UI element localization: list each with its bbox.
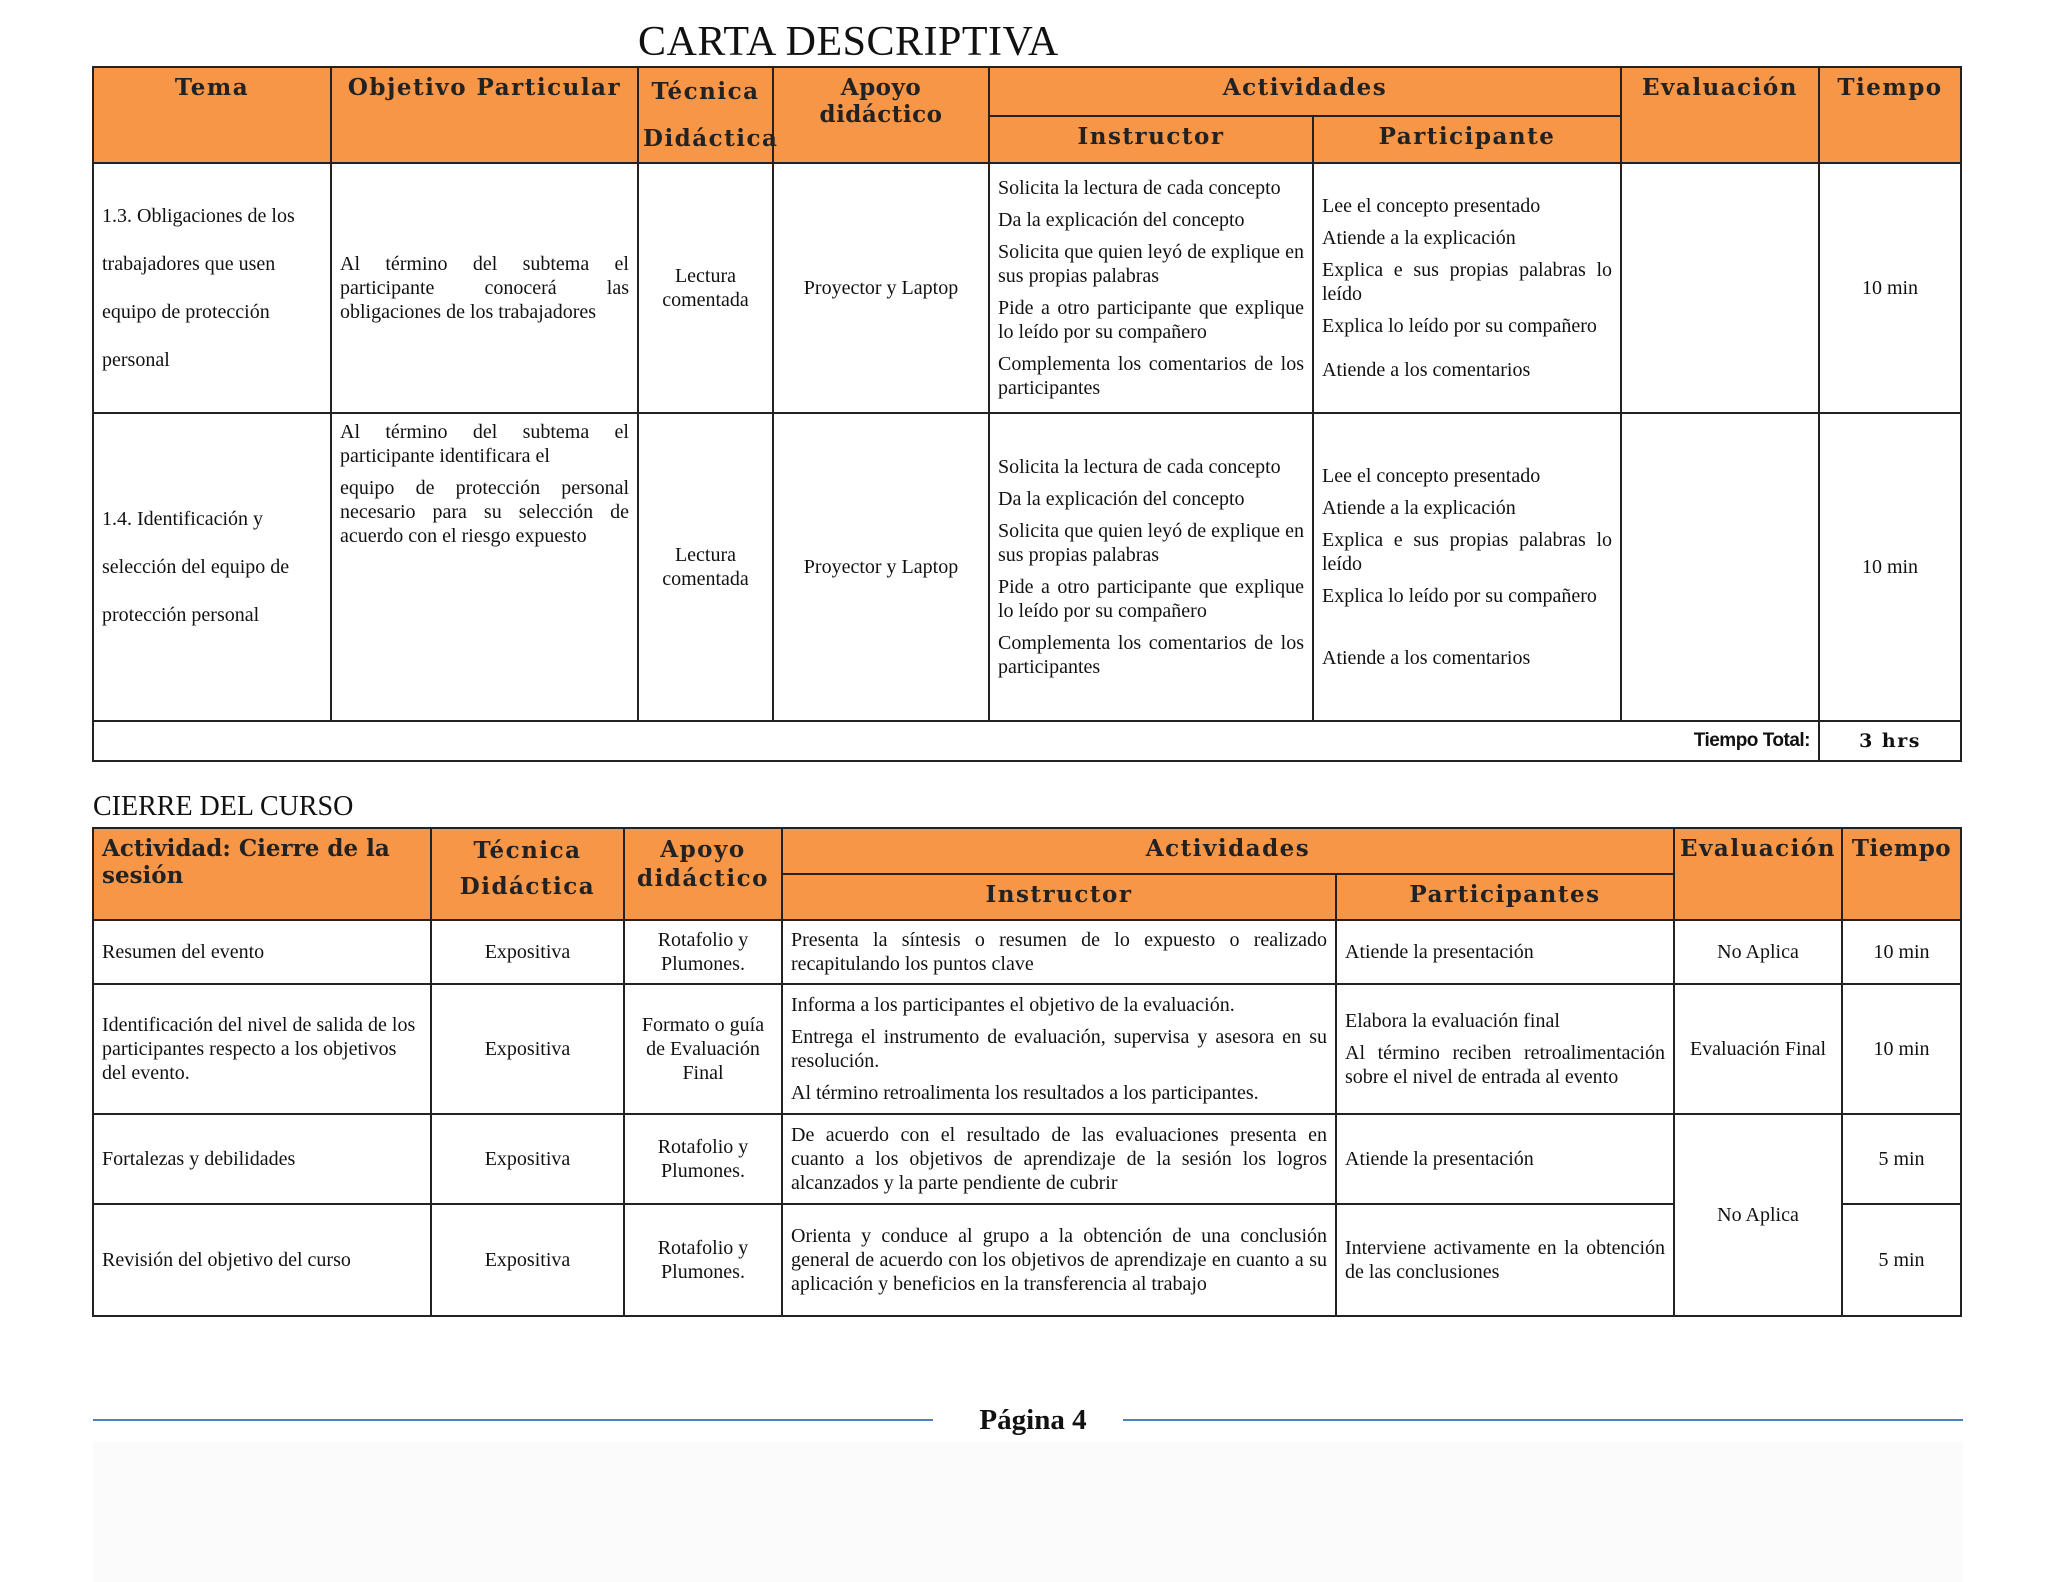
- tema-line: selección del equipo de: [102, 556, 290, 578]
- header-apoyo-didactico: [624, 828, 782, 920]
- total-row: [93, 721, 1961, 761]
- footer-rule-left: [93, 1419, 933, 1421]
- header-actividad: Actividad: Cierre de la sesión: [93, 828, 431, 920]
- instructor-activity: Solicita que quien leyó de explique en sus propias palabras: [998, 520, 1304, 566]
- cell-tema: [93, 413, 331, 721]
- header-instructor: Instructor: [989, 116, 1313, 163]
- cell-evaluacion: Evaluación Final: [1674, 984, 1842, 1114]
- header-tecnica-line2: Didáctica: [643, 125, 779, 152]
- footer-rule-right: [1123, 1419, 1963, 1421]
- table-row: [93, 1114, 1961, 1204]
- participante-activity: Atiende a los comentarios: [1322, 647, 1531, 669]
- cell-tiempo: 10 min: [1842, 984, 1961, 1114]
- header-tecnica-didactica: [431, 828, 624, 920]
- cell-actividad: Resumen del evento: [93, 920, 431, 984]
- header-instructor: Instructor: [782, 874, 1336, 920]
- participante-activity: Elabora la evaluación final: [1345, 1010, 1560, 1032]
- cell-instructor: [782, 984, 1336, 1114]
- total-time-label: Tiempo Total:: [93, 721, 1819, 761]
- cell-apoyo: Rotafolio y Plumones.: [624, 1114, 782, 1204]
- participante-activity: Al término reciben retroalimentación sobre el nivel de entrada al evento: [1345, 1042, 1665, 1088]
- table-row: [93, 984, 1961, 1114]
- table-row: [93, 413, 1961, 721]
- cell-instructor: Presenta la síntesis o resumen de lo expuesto o realizado recapitulando los puntos clave: [782, 920, 1336, 984]
- cell-objetivo: Al término del subtema el participante conocerá las obligaciones de los trabajadores: [331, 163, 638, 413]
- cell-evaluacion: [1621, 163, 1819, 413]
- header-tema: Tema: [93, 67, 331, 163]
- cell-apoyo: Formato o guía de Evaluación Final: [624, 984, 782, 1114]
- header-apoyo-line2: didáctico: [636, 865, 769, 892]
- cell-participantes: Atiende la presentación: [1336, 920, 1674, 984]
- cell-tecnica: Expositiva: [431, 1114, 624, 1204]
- instructor-activity: Entrega el instrumento de evaluación, supervisa y asesora en su resolución.: [791, 1026, 1327, 1072]
- cell-actividad: Identificación del nivel de salida de los participantes respecto a los objetivos del evento.: [93, 984, 431, 1114]
- header-actividades: Actividades: [989, 67, 1621, 116]
- total-time-value: 3 hrs: [1819, 721, 1961, 761]
- header-tecnica-didactica: [638, 67, 779, 163]
- participante-activity: Atiende a la explicación: [1322, 227, 1516, 249]
- instructor-activity: Solicita que quien leyó de explique en sus propias palabras: [998, 241, 1304, 287]
- participante-activity: Lee el concepto presentado: [1322, 465, 1541, 487]
- cell-apoyo: Proyector y Laptop: [773, 413, 989, 721]
- instructor-activity: Al término retroalimenta los resultados a los participantes.: [791, 1082, 1259, 1104]
- cell-instructor: Orienta y conduce al grupo a la obtención de una conclusión general de acuerdo con los objetivos de aprendizaje en cuanto a su aplicación y beneficios en la transferencia al trabajo: [782, 1204, 1336, 1316]
- cell-tecnica: Lectura comentada: [638, 163, 773, 413]
- header-evaluacion: Evaluación: [1621, 67, 1819, 163]
- tema-line: trabajadores que usen: [102, 253, 276, 275]
- cell-participantes: Interviene activamente en la obtención de las conclusiones: [1336, 1204, 1674, 1316]
- instructor-activity: Solicita la lectura de cada concepto: [998, 456, 1281, 478]
- table-row: [93, 920, 1961, 984]
- header-tecnica-line1: Técnica: [651, 78, 760, 105]
- cierre-del-curso-table: [92, 827, 1962, 1317]
- cell-tiempo: 5 min: [1842, 1204, 1961, 1316]
- cell-evaluacion: No Aplica: [1674, 920, 1842, 984]
- cell-tecnica: Expositiva: [431, 920, 624, 984]
- participante-activity: Atiende a los comentarios: [1322, 359, 1531, 381]
- instructor-activity: Complementa los comentarios de los participantes: [998, 353, 1304, 399]
- carta-descriptiva-table: [92, 66, 1962, 762]
- cell-apoyo: Rotafolio y Plumones.: [624, 920, 782, 984]
- cell-evaluacion: No Aplica: [1674, 1114, 1842, 1316]
- tema-line: equipo de protección: [102, 301, 270, 323]
- cell-instructor: [989, 163, 1313, 413]
- header-participante: Participante: [1313, 116, 1621, 163]
- cell-tiempo: 10 min: [1819, 413, 1961, 721]
- header-tiempo: Tiempo: [1819, 67, 1961, 163]
- tema-line: 1.4. Identificación y: [102, 508, 264, 530]
- header-evaluacion: Evaluación: [1674, 828, 1842, 920]
- cell-tecnica: Expositiva: [431, 1204, 624, 1316]
- cell-participantes: [1336, 984, 1674, 1114]
- header-apoyo-line1: Apoyo: [660, 836, 746, 863]
- header-tiempo: Tiempo: [1842, 828, 1961, 920]
- cell-apoyo: Rotafolio y Plumones.: [624, 1204, 782, 1316]
- section-title-cierre: CIERRE DEL CURSO: [93, 791, 354, 822]
- instructor-activity: Da la explicación del concepto: [998, 488, 1245, 510]
- tema-line: personal: [102, 349, 170, 371]
- cell-apoyo: Proyector y Laptop: [773, 163, 989, 413]
- objetivo-text: Al término del subtema el participante identificara el: [340, 421, 629, 467]
- instructor-activity: Da la explicación del concepto: [998, 209, 1245, 231]
- cell-instructor: De acuerdo con el resultado de las evaluaciones presenta en cuanto a los objetivos de aprendizaje de la sesión los logros alcanzados y la parte pendiente de cubrir: [782, 1114, 1336, 1204]
- table-row: [93, 163, 1961, 413]
- objetivo-text: equipo de protección personal necesario para su selección de acuerdo con el riesgo expuesto: [340, 477, 629, 547]
- participante-activity: Explica e sus propias palabras lo leído: [1322, 259, 1612, 305]
- header-tecnica-line1: Técnica: [473, 837, 582, 864]
- page-number: Página 4: [979, 1404, 1087, 1436]
- cell-participantes: Atiende la presentación: [1336, 1114, 1674, 1204]
- cell-tecnica: Lectura comentada: [638, 413, 773, 721]
- cell-participante: [1313, 413, 1621, 721]
- instructor-activity: Solicita la lectura de cada concepto: [998, 177, 1281, 199]
- participante-activity: Explica lo leído por su compañero: [1322, 315, 1597, 337]
- instructor-activity: Complementa los comentarios de los participantes: [998, 632, 1304, 678]
- cell-tiempo: 10 min: [1819, 163, 1961, 413]
- header-participantes: Participantes: [1336, 874, 1674, 920]
- cell-participante: [1313, 163, 1621, 413]
- cell-instructor: [989, 413, 1313, 721]
- instructor-activity: Pide a otro participante que explique lo leído por su compañero: [998, 576, 1304, 622]
- cell-objetivo: [331, 413, 638, 721]
- cell-actividad: Fortalezas y debilidades: [93, 1114, 431, 1204]
- participante-activity: Explica e sus propias palabras lo leído: [1322, 529, 1612, 575]
- instructor-activity: Pide a otro participante que explique lo leído por su compañero: [998, 297, 1304, 343]
- header-objetivo-particular: Objetivo Particular: [331, 67, 638, 163]
- cell-tiempo: 5 min: [1842, 1114, 1961, 1204]
- header-tecnica-line2: Didáctica: [459, 873, 596, 900]
- participante-activity: Explica lo leído por su compañero: [1322, 585, 1597, 607]
- cell-actividad: Revisión del objetivo del curso: [93, 1204, 431, 1316]
- instructor-activity: Informa a los participantes el objetivo de la evaluación.: [791, 994, 1235, 1016]
- tema-line: protección personal: [102, 604, 260, 626]
- participante-activity: Lee el concepto presentado: [1322, 195, 1541, 217]
- footer-band: [93, 1442, 1963, 1582]
- tema-line: 1.3. Obligaciones de los: [102, 205, 295, 227]
- header-actividades: Actividades: [782, 828, 1674, 874]
- header-apoyo-didactico: Apoyo didáctico: [773, 67, 989, 163]
- cell-tema: [93, 163, 331, 413]
- cell-tiempo: 10 min: [1842, 920, 1961, 984]
- document-title: CARTA DESCRIPTIVA: [638, 19, 1059, 65]
- cell-evaluacion: [1621, 413, 1819, 721]
- cell-tecnica: Expositiva: [431, 984, 624, 1114]
- participante-activity: Atiende a la explicación: [1322, 497, 1516, 519]
